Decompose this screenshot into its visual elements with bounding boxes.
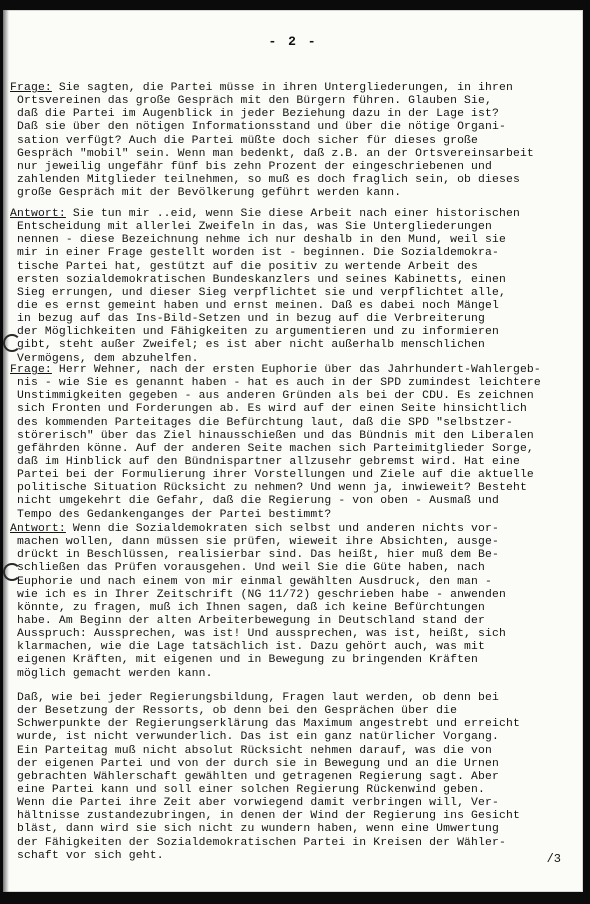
text-line: Euphorie und nach einem von mir einmal gewählten Ausdruck, den man - — [10, 575, 492, 588]
question-1 — [10, 82, 578, 200]
document-page — [3, 10, 583, 892]
text-line: Ein Parteitag muß nicht absolut Rücksicht nehmen darauf, was die von — [10, 744, 492, 757]
text-line: wie ich es in Ihrer Zeitschrift (NG 11/72) geschrieben habe - anwenden — [10, 588, 506, 601]
text-line: habe. Am Beginn der alten Arbeiterbewegung in Deutschland stand der — [10, 614, 486, 627]
text-line: Antwort: Sie tun mir ..eid, wenn Sie diese Arbeit nach einer historischen — [10, 208, 520, 220]
text-line: des kommenden Parteitages die Befürchtung laut, daß die SPD "selbstzer- — [10, 416, 513, 429]
text-line: daß im Hinblick auf den Bündnispartner allzusehr gebremst wird. Hat eine — [10, 455, 520, 468]
text-line: Partei bei der Formulierung ihrer Vorstellungen und Ziele auf die aktuelle — [10, 469, 534, 482]
text-line: zahlenden Mitglieder teilnehmen, so muß es doch fraglich sein, ob dieses — [10, 173, 520, 186]
text-line: Ortsvereinen das große Gespräch mit den Bürgern führen. Glauben Sie, — [10, 95, 492, 108]
text-line: Schwerpunkte der Regierungserklärung das Maximum angestrebt und erreicht — [10, 718, 520, 731]
text-line: Antwort: Wenn die Sozialdemokraten sich selbst und anderen nichts vor- — [10, 523, 499, 535]
text-line: ersten sozialdemokratischen Bundeskanzlers und seines Kabinetts, einen — [10, 273, 506, 286]
answer-2 — [10, 523, 578, 681]
text-line: Tempo des Gedankenganges der Partei bestimmt? — [10, 508, 332, 521]
text-line: nennen - diese Bezeichnung nehme ich nur deshalb in den Mund, weil sie — [10, 234, 506, 247]
text-line: Entscheidung mit allerlei Zweifeln in das, was Sie Untergliederungen — [10, 221, 492, 234]
text-line: politische Situation Rücksicht zu nehmen? Und wenn ja, inwieweit? Besteht — [10, 482, 527, 495]
text-line: Wenn die Partei ihre Zeit aber vorwiegend damit verbringen will, Ver- — [10, 797, 499, 810]
text-line: Ausspruch: Aussprechen, was ist! Und aussprechen, was ist, heißt, sich — [10, 628, 506, 641]
text-line: schaft vor sich geht. — [10, 849, 164, 862]
speaker-label: Antwort: — [10, 523, 66, 535]
text-line: tische Partei hat, gestützt auf die positiv zu wertende Arbeit des — [10, 260, 479, 273]
text-line: störerisch" über das Ziel hinausschießen und das Bündnis mit den Liberalen — [10, 429, 534, 442]
text-line: Vermögens, dem abzuhelfen. — [10, 352, 199, 365]
text-line: gefährden könne. Auf der anderen Seite machen sich Parteimitglieder Sorge, — [10, 442, 534, 455]
speaker-label: Frage: — [10, 364, 52, 376]
binder-hole-mark — [3, 334, 21, 352]
text-line: der Möglichkeiten und Fähigkeiten zu argumentieren und zu informieren — [10, 326, 499, 339]
text-line: daß die Partei im Augenblick in jeder Beziehung dazu in der Lage ist? — [10, 108, 499, 121]
text-line: Daß sie über den nötigen Informationsstand und über die nötige Organi- — [10, 121, 506, 134]
page-edge-shadow — [3, 10, 9, 892]
text-line: möglich gemacht werden kann. — [10, 667, 213, 680]
speaker-label: Antwort: — [10, 208, 66, 220]
text-line: der Besetzung der Ressorts, ob denn bei den Gesprächen über die — [10, 705, 458, 718]
text-line: hältnisse zustandezubringen, in denen der Wind der Regierung ins Gesicht — [10, 810, 520, 823]
text-line: machen wollen, dann müssen sie prüfen, wieweit ihre Absichten, ausge- — [10, 536, 499, 549]
text-line: wurde, ist nicht verwunderlich. Das ist ein ganz natürlicher Vorgang. — [10, 731, 499, 744]
answer-1 — [10, 208, 578, 366]
text-line: Daß, wie bei jeder Regierungsbildung, Fragen laut werden, ob denn bei — [10, 692, 499, 704]
text-line: Gespräch "mobil" sein. Wenn man bedenkt, daß z.B. an der Ortsvereinsarbeit — [10, 147, 534, 160]
text-line: Frage: Sie sagten, die Partei müsse in ihren Untergliederungen, in ihren — [10, 82, 513, 94]
text-line: schließen das Prüfen vorausgehen. Und weil Sie die Güte haben, nach — [10, 562, 486, 575]
text-line: eigenen Kräften, mit eigenen und in Bewegung zu bringenden Kräften — [10, 654, 479, 667]
text-line: gebrachten Wählerschaft gewählten und getragenen Regierung sagt. Aber — [10, 770, 499, 783]
text-line: nicht umgekehrt die Gefahr, daß die Regierung - von oben - Ausmaß und — [10, 495, 499, 508]
text-line: nis - wie Sie es genannt haben - hat es auch in der SPD zumindest leichtere — [10, 377, 541, 390]
text-line: sation verfügt? Auch die Partei müßte doch sicher für dieses große — [10, 134, 479, 147]
text-line: eine Partei kann und soll einer solchen Regierung Rückenwind geben. — [10, 783, 486, 796]
text-line: gibt, steht außer Zweifel; es ist aber nicht außerhalb menschlichen — [10, 339, 486, 352]
speaker-label: Frage: — [10, 82, 52, 94]
text-line: große Gespräch mit der Bevölkerung geführt werden kann. — [10, 187, 402, 200]
text-line: Unstimmigkeiten gegeben - aus anderen Gründen als bei der CDU. Es zeichnen — [10, 390, 534, 403]
text-line: drückt in Beschlüssen, realisierbar sind. Das heißt, hier muß dem Be- — [10, 549, 499, 562]
text-line: Frage: Herr Wehner, nach der ersten Euphorie über das Jahrhundert-Wahlergeb- — [10, 364, 541, 376]
answer-2-continued — [10, 692, 578, 863]
text-line: der eigenen Partei und von der durch sie in Bewegung und an die Urnen — [10, 757, 499, 770]
page-number: - 2 - — [268, 34, 318, 49]
text-line: sich Fronten und Forderungen ab. Es wird auf der einen Seite hinsichtlich — [10, 403, 527, 416]
text-line: klarmachen, wie die Lage tatsächlich ist. Dazu gehört auch, was mit — [10, 641, 486, 654]
binder-hole-mark — [3, 563, 21, 581]
text-line: der Fähigkeiten der Sozialdemokratischen Partei in Kreisen der Wähler- — [10, 836, 506, 849]
text-line: die es ernst gemeint haben und ernst meinen. Daß es dabei noch Mängel — [10, 299, 499, 312]
text-line: bläst, dann wird sie sich nicht zu wundern haben, wenn eine Umwertung — [10, 823, 499, 836]
question-2 — [10, 364, 578, 522]
text-line: nur jeweilig ungefähr fünf bis zehn Prozent der eingeschriebenen und — [10, 160, 492, 173]
text-line: Sieg errungen, und dieser Sieg verpflichtet sie und verpflichtet alle, — [10, 286, 506, 299]
text-line: in bezug auf das Ins-Bild-Setzen und in bezug auf die Verbreiterung — [10, 313, 486, 326]
continuation-marker: /3 — [546, 852, 561, 866]
text-line: mir in einer Frage gestellt worden ist - beginnen. Die Sozialdemokra- — [10, 247, 499, 260]
text-line: könnte, zu fragen, muß ich Ihnen sagen, daß ich keine Befürchtungen — [10, 601, 486, 614]
